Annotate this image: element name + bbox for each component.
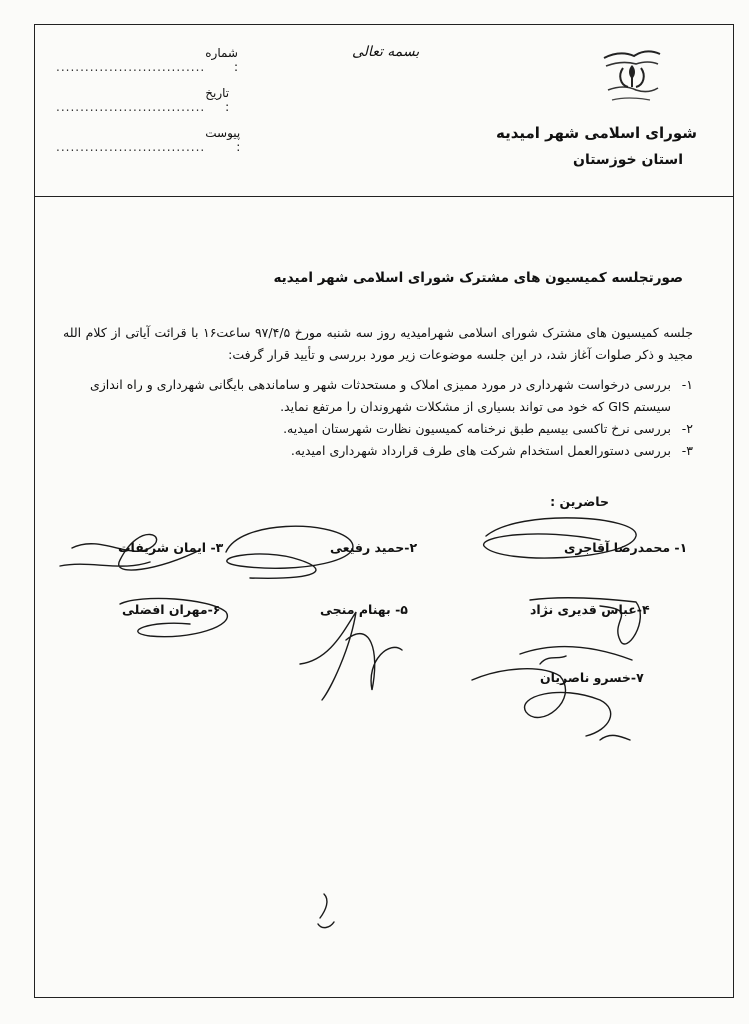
field-number-dots: ............................... [56,60,206,74]
field-attachment [56,126,241,154]
attendee-4: ۴-عباس قدیری نژاد [530,602,650,617]
document-frame [34,24,734,998]
agenda-item-number: ۱- [681,377,693,392]
document-title: صورتجلسه کمیسیون های مشترک شورای اسلامی شهر امیدیه [273,270,683,286]
intro-paragraph [63,322,693,366]
iran-emblem-icon [600,44,664,108]
field-date-dots: ............................... [56,100,206,114]
field-attachment-label: پیوست : [205,126,241,154]
attendees-label: حاضرین : [550,494,609,509]
intro-text: جلسه کمیسیون های مشترک شورای اسلامی شهرامیدیه روز سه شنبه مورخ ۹۷/۴/۵ ساعت۱۶ با قرائت آیاتی از کلام الله مجید و ذکر صلوات آغاز شد، در این جلسه موضوعات زیر مورد بررسی و تأیید قرار گرفت: [63,325,693,362]
agenda-item [53,418,693,440]
attendee-3: ۳- ایمان شریفات [118,540,224,555]
agenda-item-number: ۳- [681,443,693,458]
attendee-5: ۵- بهنام منجی [320,602,408,617]
province-name: استان خوزستان [573,152,683,168]
attendee-1: ۱- محمدرضا آقاجری [564,540,688,555]
council-name: شورای اسلامی شهر امیدیه [495,124,697,142]
attendee-7: ۷-خسرو ناصریان [540,670,644,685]
bismillah-text: بسمه تعالی [352,44,420,60]
agenda-item-text: بررسی نرخ تاکسی بیسیم طبق نرخنامه کمیسیون نظارت شهرستان امیدیه. [283,421,671,436]
agenda-item [53,440,693,462]
agenda-item-text: بررسی درخواست شهرداری در مورد ممیزی املاک و مستحدثات شهر و ساماندهی بایگانی شهرداری و راه اندازی سیستم GIS که خود می تواند بسیاری از مشکلات شهروندان را مرتفع نماید. [89,377,671,414]
attendee-2: ۲-حمید رفیعی [330,540,418,555]
field-date [56,86,230,114]
agenda-list [53,374,693,462]
agenda-item-text: بررسی دستورالعمل استخدام شرکت های طرف قرارداد شهرداری امیدیه. [290,443,671,458]
agenda-item [53,374,693,418]
field-number-label: شماره : [205,46,238,74]
agenda-item-number: ۲- [681,421,693,436]
attendee-6: ۶-مهران افضلی [122,602,221,617]
field-number [56,46,238,74]
header-divider [34,196,734,197]
field-date-label: تاریخ : [205,86,230,114]
field-attachment-dots: ............................... [56,140,206,154]
